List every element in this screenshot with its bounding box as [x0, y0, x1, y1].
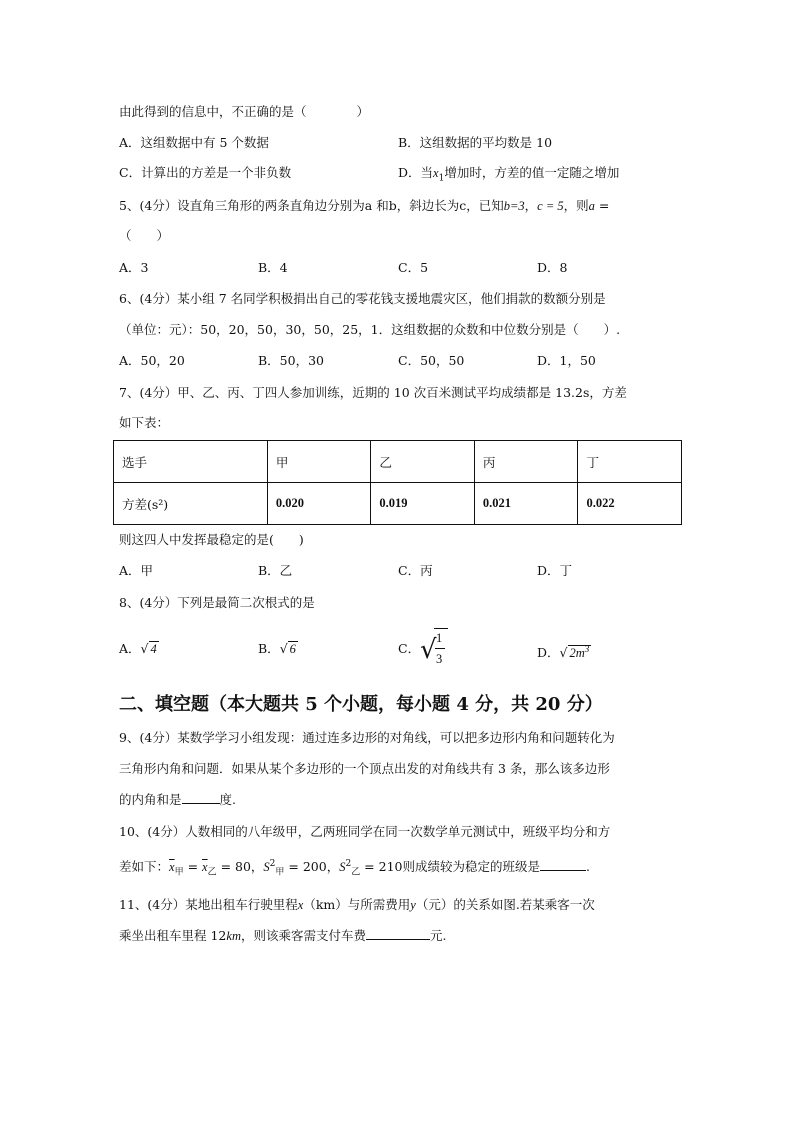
section-title: 二、填空题（本大题共 5 个小题，每小题 4 分，共 20 分） — [119, 694, 603, 715]
q8-option-b: B．√ 6 — [258, 641, 296, 656]
table-player: 丁 — [578, 441, 682, 483]
radical-sign: √ — [559, 645, 568, 661]
q6-option-a: A．50，20 — [119, 353, 185, 368]
q8-option-d: D．√ $2m^3$ — [537, 644, 590, 661]
table-value: 0.019 — [371, 483, 475, 525]
q9-line3: 的内角和是 度. — [119, 792, 236, 807]
answer-blank[interactable] — [366, 927, 430, 940]
q11-line2: 乘坐出租车里程 12km，则该乘客需支付车费 元. — [119, 928, 447, 943]
table-row — [114, 483, 682, 525]
table-player: 乙 — [371, 441, 475, 483]
q7-line2: 如下表： — [119, 415, 170, 430]
q4-stem: 由此得到的信息中，不正确的是（ ） — [119, 104, 370, 119]
q9-line1: 9、(4分）某数学学习小组发现：通过连多边形的对角线，可以把多边形内角和问题转化为 — [119, 730, 615, 745]
table-row — [114, 441, 682, 483]
q8-option-a: A．√ 4 — [119, 641, 157, 656]
q5-option-c: C．5 — [398, 260, 429, 275]
q5-option-a: A．3 — [119, 260, 149, 275]
q6-line1: 6、(4分）某小组 7 名同学积极捐出自己的零花钱支援地震灾区，他们捐款的数额分别是 — [119, 291, 606, 306]
q6-option-b: B．50，30 — [258, 353, 324, 368]
radical-sign: √ — [420, 635, 437, 665]
q7-option-a: A．甲 — [119, 563, 154, 578]
table-player: 甲 — [267, 441, 371, 483]
q6-line2: （单位：元）：50，20，50，30，50，25，1．这组数据的众数和中位数分别是（ ）. — [119, 322, 621, 337]
q7-option-d: D．丁 — [537, 563, 573, 578]
table-value: 0.020 — [267, 483, 371, 525]
q4-option-a: A．这组数据中有 5 个数据 — [119, 135, 269, 150]
radical-sign: √ — [279, 641, 288, 656]
table-value: 0.021 — [474, 483, 578, 525]
q7-question: 则这四人中发挥最稳定的是( ) — [119, 532, 304, 547]
q4-option-b: B．这组数据的平均数是 10 — [398, 135, 553, 150]
q11-line1: 11、(4分）某地出租车行驶里程x（km）与所需费用y（元）的关系如图.若某乘客一次 — [119, 897, 595, 912]
q4-option-d: D．当$x_1$增加时，方差的值一定随之增加 — [398, 165, 620, 184]
variance-table — [113, 440, 682, 525]
q5-option-b: B．4 — [258, 260, 288, 275]
table-value: 0.022 — [578, 483, 682, 525]
q7-option-b: B．乙 — [258, 563, 293, 578]
q5-line2: （ ） — [119, 228, 170, 243]
q7-option-c: C．丙 — [398, 563, 433, 578]
table-player: 丙 — [474, 441, 578, 483]
q9-line2: 三角形内角和问题．如果从某个多边形的一个顶点出发的对角线共有 3 条，那么该多边形 — [119, 761, 610, 776]
q10-line1: 10、(4分）人数相同的八年级甲，乙两班同学在同一次数学单元测试中，班级平均分和方 — [119, 824, 611, 839]
q5-line1: 5、(4分）设直角三角形的两条直角边分别为a 和b，斜边长为c，已知b=3，c = 5，则a = — [119, 198, 610, 213]
table-row-label: 方差(s²) — [114, 483, 268, 525]
q8-stem: 8、(4分）下列是最简二次根式的是 — [119, 595, 315, 610]
q7-line1: 7、(4分）甲、乙、丙、丁四人参加训练，近期的 10 次百米测试平均成绩都是 13.2s，方差 — [119, 385, 627, 400]
q5-option-d: D．8 — [537, 260, 568, 275]
q10-line2: 差如下：$\overline{x}_甲 = \overline{x}_乙 = 80$，$S^2_甲 = 200$，$S^2_乙 = 210$则成绩较为稳定的班级是 . — [119, 859, 590, 878]
table-header-label: 选手 — [114, 441, 268, 483]
answer-blank[interactable] — [540, 858, 586, 871]
q4-option-c: C．计算出的方差是一个非负数 — [119, 165, 292, 180]
q6-option-d: D．1，50 — [537, 353, 596, 368]
answer-blank[interactable] — [182, 791, 220, 804]
q6-option-c: C．50，50 — [398, 353, 465, 368]
radical-sign: √ — [140, 641, 149, 656]
